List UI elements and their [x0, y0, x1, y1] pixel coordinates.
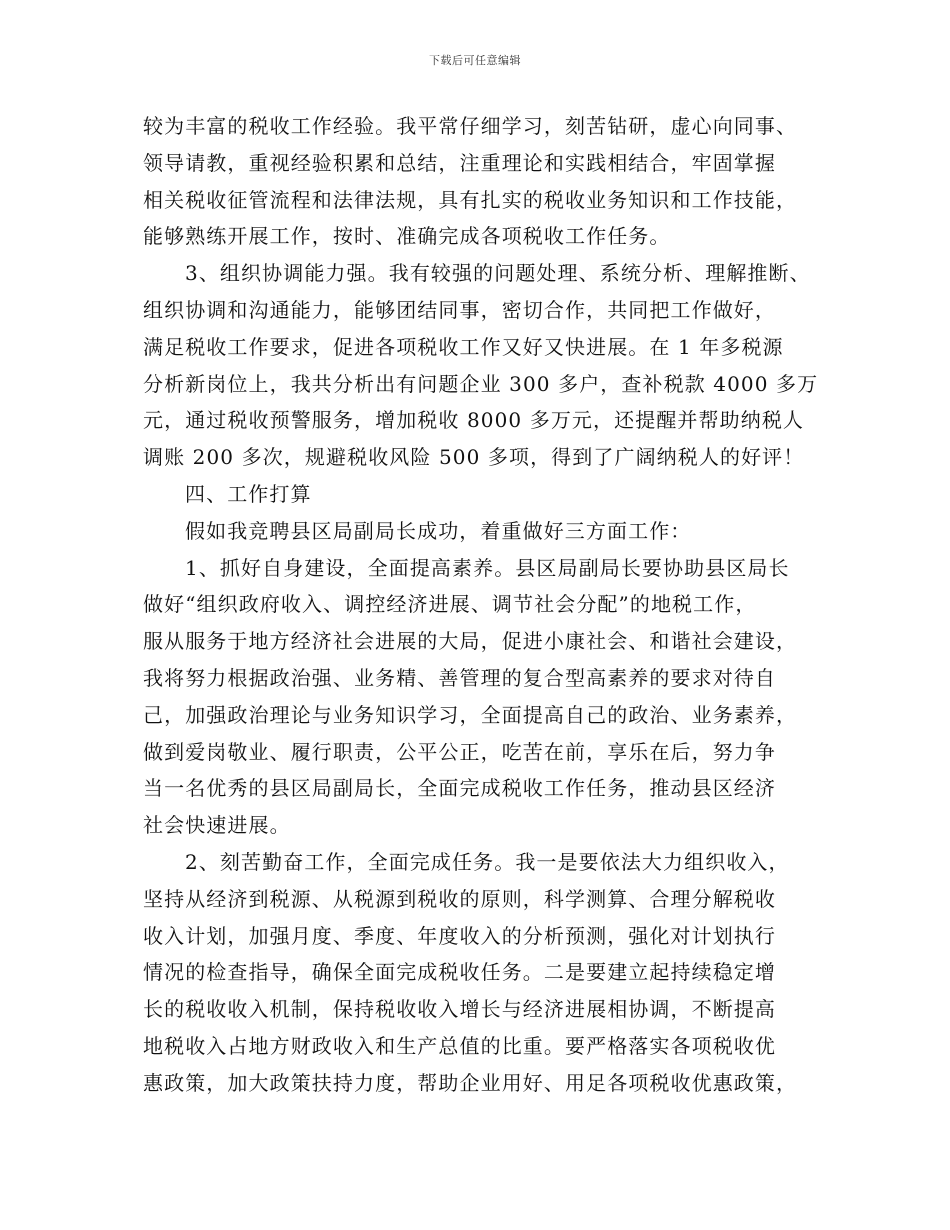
text-line: 调账 200 多次，规避税收风险 500 多项，得到了广阔纳税人的好评！ — [143, 445, 805, 470]
text-line: 元，通过税收预警服务，增加税收 8000 多万元，还提醒并帮助纳税人 — [143, 408, 805, 433]
page-header: 下载后可任意编辑 — [429, 54, 521, 67]
text-line: 相关税收征管流程和法律法规，具有扎实的税收业务知识和工作技能， — [143, 187, 798, 212]
text-line: 惠政策，加大政策扶持力度，帮助企业用好、用足各项税收优惠政策， — [143, 1070, 798, 1095]
text-line: 假如我竞聘县区局副局长成功，着重做好三方面工作： — [185, 518, 692, 543]
text-line: 1、抓好自身建设，全面提高素养。县区局副局长要协助县区局长 — [185, 555, 790, 580]
document-body — [143, 108, 843, 1102]
text-line: 己，加强政治理论与业务知识学习，全面提高自己的政治、业务素养， — [143, 702, 798, 727]
text-line: 做好“组织政府收入、调控经济进展、调节社会分配”的地税工作， — [143, 592, 757, 617]
text-line: 满足税收工作要求，促进各项税收工作又好又快进展。在 1 年多税源 — [143, 334, 784, 359]
text-line: 当一名优秀的县区局副局长，全面完成税收工作任务，推动县区经济 — [143, 776, 776, 801]
text-line: 四、工作打算 — [185, 481, 312, 506]
text-line: 领导请教，重视经验积累和总结，注重理论和实践相结合，牢固掌握 — [143, 150, 776, 175]
text-line: 能够熟练开展工作，按时、准确完成各项税收工作任务。 — [143, 224, 671, 249]
text-line: 做到爱岗敬业、履行职责，公平公正，吃苦在前，享乐在后，努力争 — [143, 739, 776, 764]
text-line: 组织协调和沟通能力，能够团结同事，密切合作，共同把工作做好， — [143, 297, 776, 322]
text-line: 3、组织协调能力强。我有较强的问题处理、系统分析、理解推断、 — [185, 261, 811, 286]
text-line: 情况的检查指导，确保全面完成税收任务。二是要建立起持续稳定增 — [143, 960, 776, 985]
text-line: 长的税收收入机制，保持税收收入增长与经济进展相协调，不断提高 — [143, 997, 776, 1022]
text-line: 社会快速进展。 — [143, 813, 291, 838]
text-line: 地税收入占地方财政收入和生产总值的比重。要严格落实各项税收优 — [143, 1033, 776, 1058]
text-line: 收入计划，加强月度、季度、年度收入的分析预测，强化对计划执行 — [143, 923, 776, 948]
text-line: 较为丰富的税收工作经验。我平常仔细学习，刻苦钻研，虚心向同事、 — [143, 114, 798, 138]
text-line: 我将努力根据政治强、业务精、善管理的复合型高素养的要求对待自 — [143, 665, 776, 690]
text-line: 坚持从经济到税源、从税源到税收的原则，科学测算、合理分解税收 — [143, 886, 776, 911]
text-line: 分析新岗位上，我共分析出有问题企业 300 多户，查补税款 4000 多万 — [143, 371, 819, 396]
text-line: 服从服务于地方经济社会进展的大局，促进小康社会、和谐社会建设， — [143, 629, 798, 654]
text-line: 2、刻苦勤奋工作，全面完成任务。我一是要依法大力组织收入， — [185, 849, 790, 874]
